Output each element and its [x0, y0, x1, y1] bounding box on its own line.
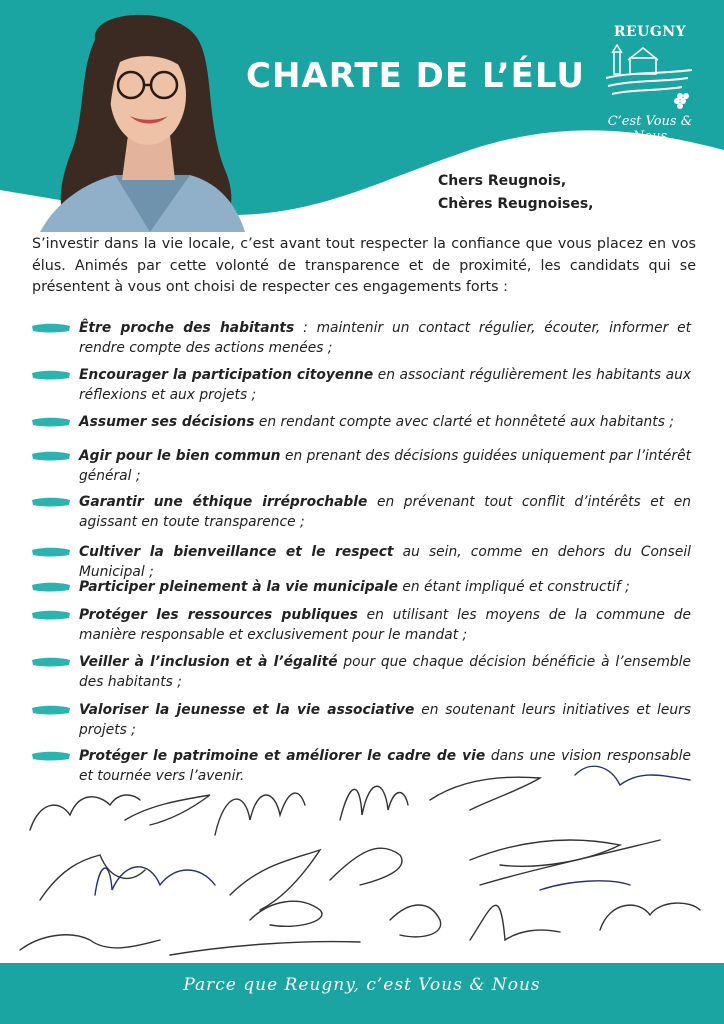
commitment-text	[79, 652, 691, 692]
commitment-title: Encourager la participation citoyenne	[79, 367, 374, 383]
brush-bullet-icon	[32, 547, 70, 557]
reugny-logo	[600, 22, 700, 142]
commitment-description: en étant impliqué et constructif ;	[398, 579, 630, 595]
commitment-title: Cultiver la bienveillance et le respect	[79, 544, 394, 560]
commitment-title: Agir pour le bien commun	[79, 448, 281, 464]
brush-bullet-icon	[32, 323, 70, 333]
commitment-title: Veiller à l’inclusion et à l’égalité	[79, 654, 338, 670]
commitment-text	[79, 446, 691, 486]
brush-bullet-icon	[32, 610, 70, 620]
commitment-text	[79, 318, 691, 358]
commitment-description: en prenant des décisions guidées uniquement par l’intérêt général ;	[79, 448, 691, 484]
commitment-title: Protéger les ressources publiques	[79, 607, 358, 623]
commitment-text	[79, 577, 691, 597]
brush-bullet-icon	[32, 657, 70, 667]
footer-slogan: Parce que Reugny, c’est Vous & Nous	[183, 975, 541, 995]
logo-town-name: REUGNY	[613, 24, 687, 40]
commitment-text	[79, 700, 691, 740]
commitment-title: Valoriser la jeunesse et la vie associative	[79, 702, 415, 718]
commitment-description: : maintenir un contact régulier, écouter, informer et rendre compte des actions menées ;	[79, 320, 691, 356]
footer-banner	[0, 963, 724, 1024]
commitment-description: en soutenant leurs initiatives et leurs projets ;	[79, 702, 691, 738]
brush-bullet-icon	[32, 451, 70, 461]
commitment-text	[79, 365, 691, 405]
brush-bullet-icon	[32, 370, 70, 380]
commitment-text	[79, 605, 691, 645]
header-banner	[0, 0, 724, 240]
commitment-title: Garantir une éthique irréprochable	[79, 494, 368, 510]
commitment-text	[79, 412, 691, 432]
brush-bullet-icon	[32, 417, 70, 427]
commitment-description: pour que chaque décision bénéficie à l’ensemble des habitants ;	[79, 654, 691, 690]
commitment-title: Participer pleinement à la vie municipale	[79, 579, 399, 595]
commitment-description: en utilisant les moyens de la commune de manière responsable et exclusivement pour le mandat ;	[79, 607, 691, 643]
commitment-text	[79, 492, 691, 532]
brush-bullet-icon	[32, 582, 70, 592]
greeting	[438, 170, 593, 216]
commitment-title: Protéger le patrimoine et améliorer le cadre de vie	[79, 748, 486, 764]
commitment-description: en prévenant tout conflit d’intérêts et en agissant en toute transparence ;	[79, 494, 691, 530]
greeting-line-1: Chers Reugnois,	[438, 173, 567, 189]
commitment-title: Assumer ses décisions	[79, 414, 255, 430]
brush-bullet-icon	[32, 705, 70, 715]
logo-slogan: C’est Vous & Nous	[607, 114, 693, 144]
commitment-description: en rendant compte avec clarté et honnêteté aux habitants ;	[254, 414, 674, 430]
commitment-description: en associant régulièrement les habitants aux réflexions et aux projets ;	[79, 367, 691, 403]
signatures-area	[0, 760, 724, 965]
village-vine-icon	[600, 44, 700, 114]
commitment-description: au sein, comme en dehors du Conseil Municipal ;	[79, 544, 692, 580]
intro-paragraph: S’investir dans la vie locale, c’est avant tout respecter la confiance que vous placez en vos élus. Animés par cette volonté de transparence et de proximité, les candidats qui se présentent à vous ont choisi de respecter ces engagements forts :	[32, 236, 696, 295]
commitment-title: Être proche des habitants	[79, 320, 295, 336]
brush-bullet-icon	[32, 497, 70, 507]
greeting-line-2: Chères Reugnoises,	[438, 196, 594, 212]
commitment-description: dans une vision responsable et tournée vers l’avenir.	[79, 748, 691, 784]
commitment-text	[79, 542, 691, 582]
page-title: CHARTE DE L’ÉLU	[246, 56, 585, 96]
